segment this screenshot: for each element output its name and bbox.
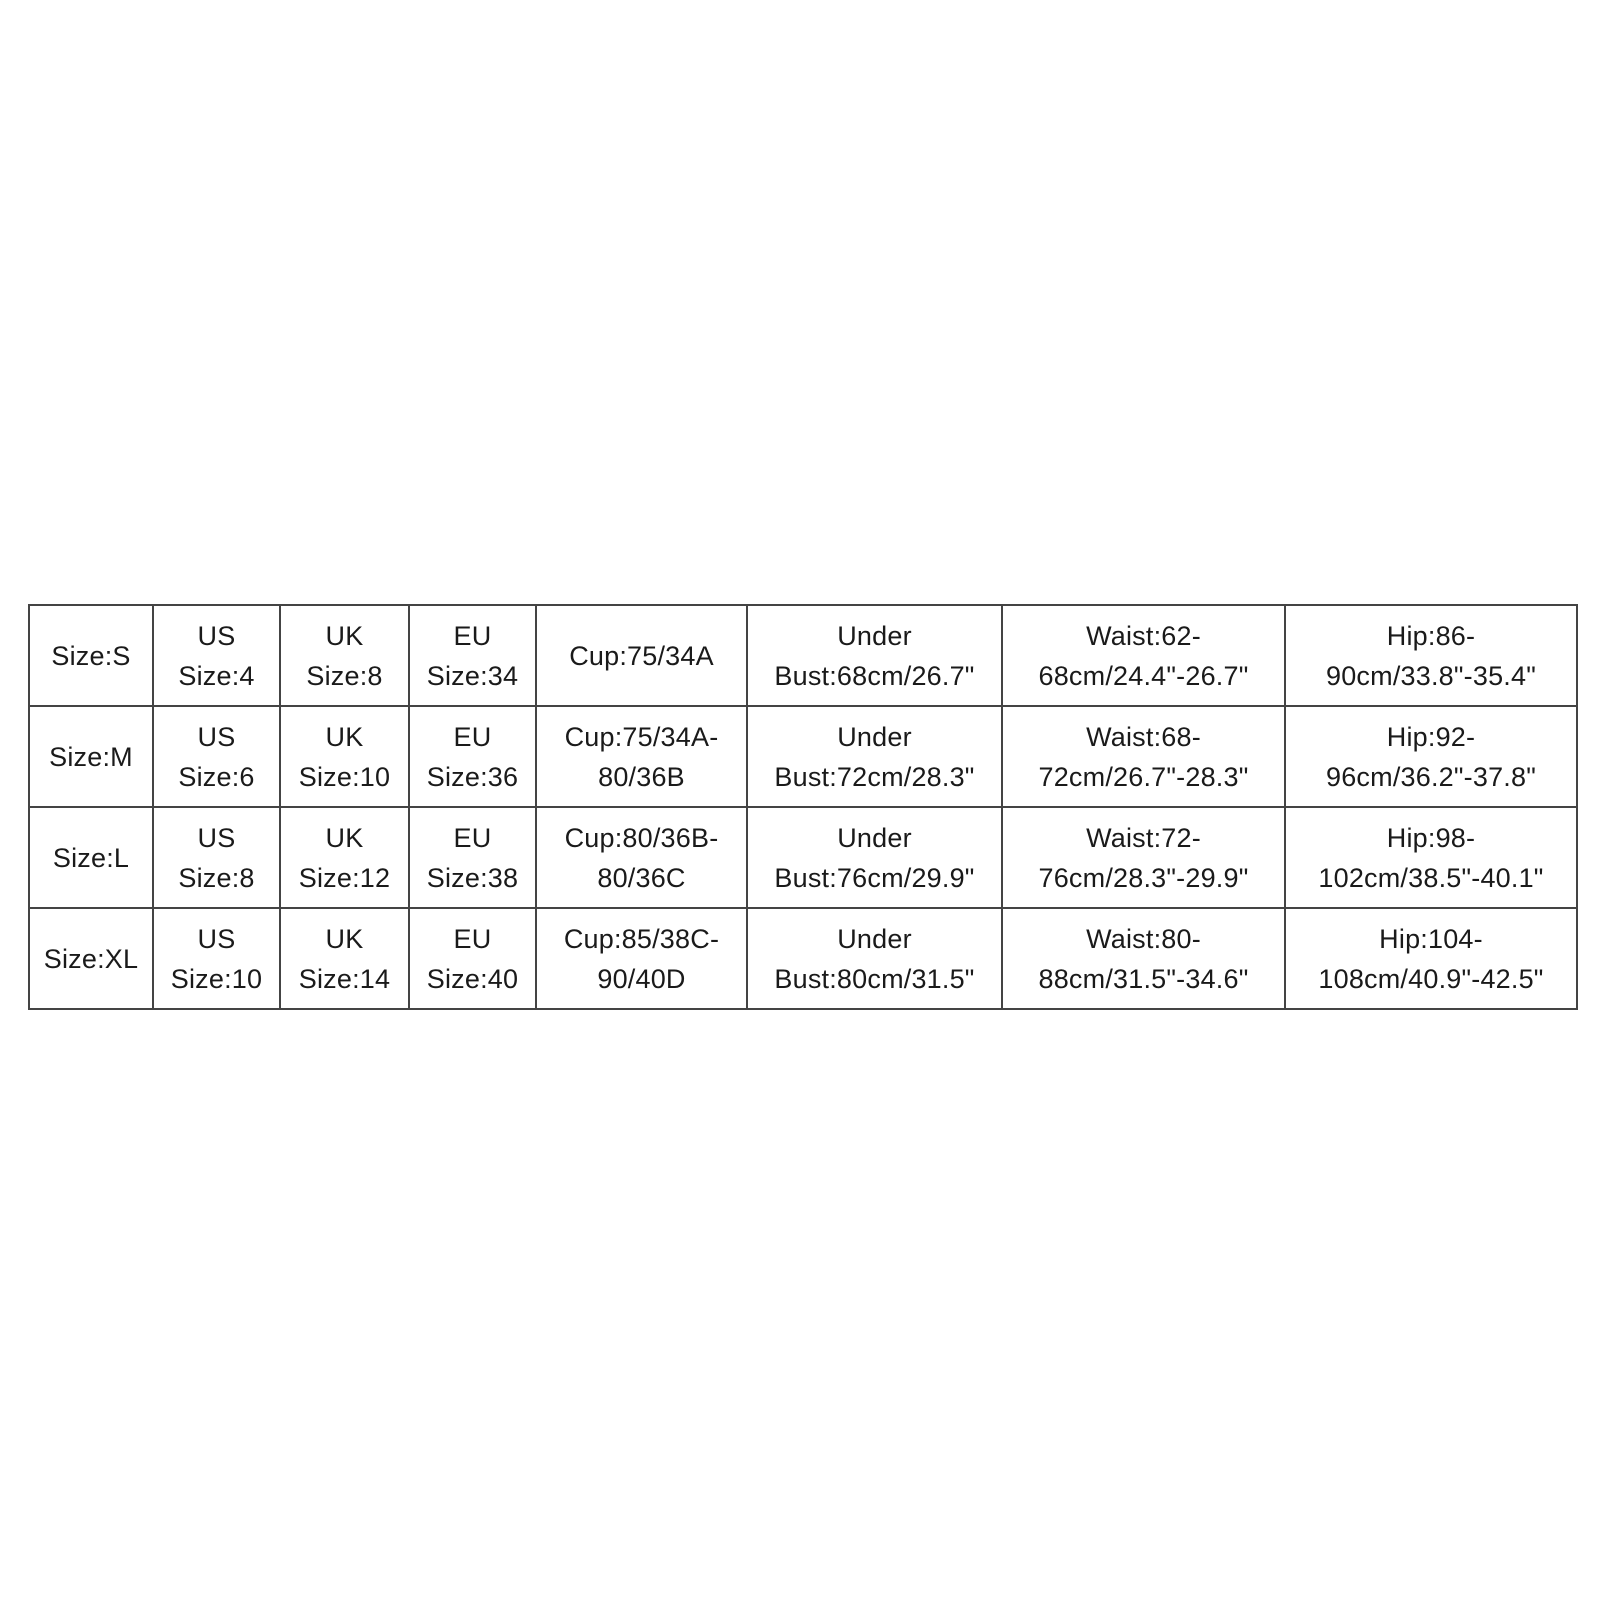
size-label-cell: Size:XL bbox=[29, 908, 153, 1009]
hip-cell: Hip:92- 96cm/36.2"-37.8" bbox=[1285, 706, 1577, 807]
waist-cell: Waist:80- 88cm/31.5"-34.6" bbox=[1002, 908, 1285, 1009]
hip-cell: Hip:104- 108cm/40.9"-42.5" bbox=[1285, 908, 1577, 1009]
under-bust-cell: Under Bust:80cm/31.5" bbox=[747, 908, 1002, 1009]
us-size-cell: US Size:6 bbox=[153, 706, 280, 807]
cup-cell: Cup:75/34A bbox=[536, 605, 747, 706]
us-size-cell: US Size:8 bbox=[153, 807, 280, 908]
size-chart-table bbox=[28, 604, 1578, 1010]
cup-cell: Cup:80/36B- 80/36C bbox=[536, 807, 747, 908]
us-size-cell: US Size:10 bbox=[153, 908, 280, 1009]
uk-size-cell: UK Size:10 bbox=[280, 706, 409, 807]
waist-cell: Waist:62- 68cm/24.4"-26.7" bbox=[1002, 605, 1285, 706]
under-bust-cell: Under Bust:76cm/29.9" bbox=[747, 807, 1002, 908]
size-row-xl bbox=[29, 908, 1577, 1009]
eu-size-cell: EU Size:34 bbox=[409, 605, 536, 706]
hip-cell: Hip:98- 102cm/38.5"-40.1" bbox=[1285, 807, 1577, 908]
uk-size-cell: UK Size:14 bbox=[280, 908, 409, 1009]
size-label-cell: Size:L bbox=[29, 807, 153, 908]
size-label-cell: Size:M bbox=[29, 706, 153, 807]
size-row-s bbox=[29, 605, 1577, 706]
size-label-cell: Size:S bbox=[29, 605, 153, 706]
under-bust-cell: Under Bust:68cm/26.7" bbox=[747, 605, 1002, 706]
eu-size-cell: EU Size:40 bbox=[409, 908, 536, 1009]
cup-cell: Cup:85/38C- 90/40D bbox=[536, 908, 747, 1009]
size-row-l bbox=[29, 807, 1577, 908]
eu-size-cell: EU Size:38 bbox=[409, 807, 536, 908]
waist-cell: Waist:72- 76cm/28.3"-29.9" bbox=[1002, 807, 1285, 908]
us-size-cell: US Size:4 bbox=[153, 605, 280, 706]
uk-size-cell: UK Size:12 bbox=[280, 807, 409, 908]
eu-size-cell: EU Size:36 bbox=[409, 706, 536, 807]
under-bust-cell: Under Bust:72cm/28.3" bbox=[747, 706, 1002, 807]
uk-size-cell: UK Size:8 bbox=[280, 605, 409, 706]
hip-cell: Hip:86- 90cm/33.8"-35.4" bbox=[1285, 605, 1577, 706]
cup-cell: Cup:75/34A- 80/36B bbox=[536, 706, 747, 807]
waist-cell: Waist:68- 72cm/26.7"-28.3" bbox=[1002, 706, 1285, 807]
size-row-m bbox=[29, 706, 1577, 807]
